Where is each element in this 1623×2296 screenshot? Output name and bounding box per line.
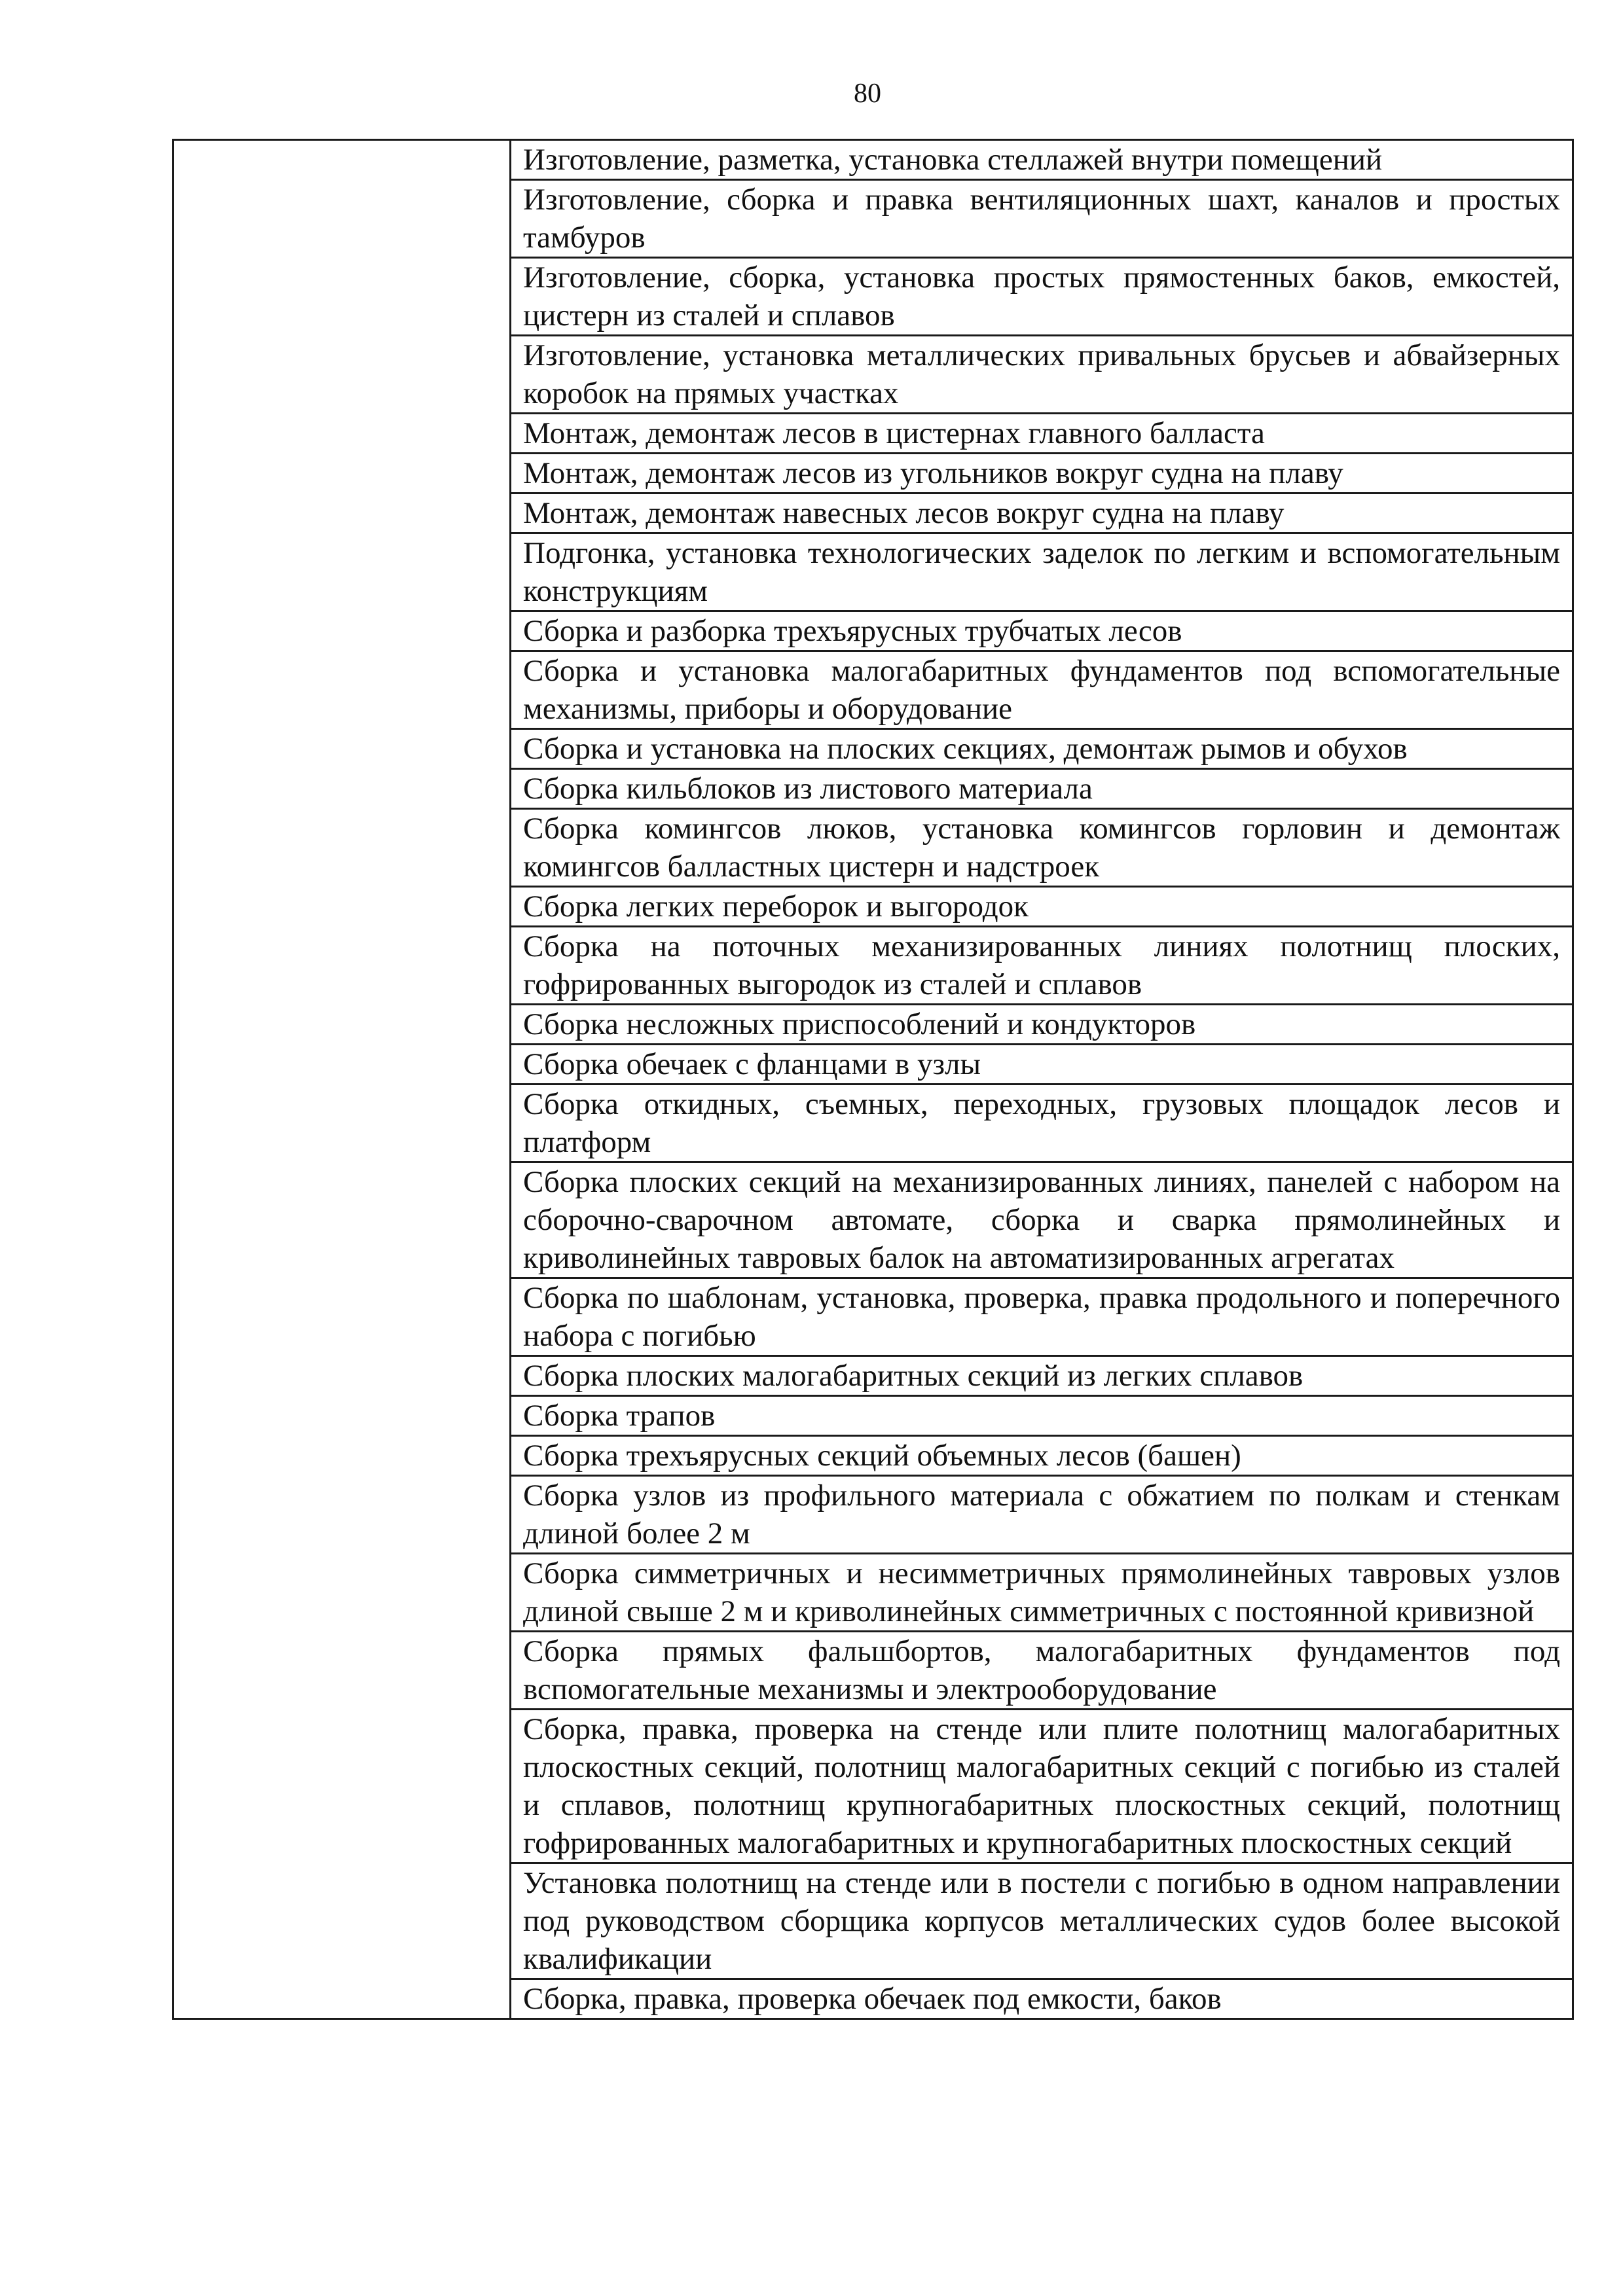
- work-item-cell: Сборка, правка, проверка обечаек под емкости, баков: [511, 1979, 1573, 2019]
- work-item-cell: Сборка симметричных и несимметричных прямолинейных тавровых узлов длиной свыше 2 м и криволинейных симметричных с постоянной кривизной: [511, 1554, 1573, 1632]
- table-body: [173, 140, 1573, 2019]
- work-item-cell: Установка полотнищ на стенде или в постели с погибью в одном направлении под руководством сборщика корпусов металлических судов более высокой квалификации: [511, 1863, 1573, 1979]
- work-item-cell: Сборка трапов: [511, 1396, 1573, 1436]
- work-item-cell: Изготовление, сборка и правка вентиляционных шахт, каналов и простых тамбуров: [511, 180, 1573, 258]
- work-item-cell: Сборка узлов из профильного материала с обжатием по полкам и стенкам длиной более 2 м: [511, 1476, 1573, 1554]
- work-item-cell: Подгонка, установка технологических заделок по легким и вспомогательным конструкциям: [511, 533, 1573, 611]
- work-item-cell: Сборка легких переборок и выгородок: [511, 887, 1573, 927]
- table-row: [173, 140, 1573, 180]
- work-item-cell: Сборка прямых фальшбортов, малогабаритных фундаментов под вспомогательные механизмы и электрооборудование: [511, 1632, 1573, 1710]
- work-item-cell: Изготовление, сборка, установка простых прямостенных баков, емкостей, цистерн из сталей и сплавов: [511, 258, 1573, 336]
- work-item-cell: Изготовление, установка металлических привальных брусьев и абвайзерных коробок на прямых участках: [511, 336, 1573, 414]
- work-item-cell: Сборка и установка на плоских секциях, демонтаж рымов и обухов: [511, 729, 1573, 769]
- work-item-cell: Монтаж, демонтаж навесных лесов вокруг судна на плаву: [511, 493, 1573, 533]
- work-item-cell: Сборка на поточных механизированных линиях полотнищ плоских, гофрированных выгородок из сталей и сплавов: [511, 927, 1573, 1005]
- work-items-table: [172, 139, 1574, 2020]
- work-item-cell: Сборка трехъярусных секций объемных лесов (башен): [511, 1436, 1573, 1476]
- work-item-cell: Монтаж, демонтаж лесов в цистернах главного балласта: [511, 414, 1573, 454]
- page-number: 80: [854, 79, 881, 109]
- work-item-cell: Сборка и установка малогабаритных фундаментов под вспомогательные механизмы, приборы и оборудование: [511, 651, 1573, 729]
- work-item-cell: Сборка комингсов люков, установка комингсов горловин и демонтаж комингсов балластных цистерн и надстроек: [511, 809, 1573, 887]
- work-item-cell: Монтаж, демонтаж лесов из угольников вокруг судна на плаву: [511, 454, 1573, 493]
- work-item-cell: Сборка плоских секций на механизированных линиях, панелей с набором на сборочно-сварочном автомате, сборка и сварка прямолинейных и криволинейных тавровых балок на автоматизированных агрегатах: [511, 1162, 1573, 1278]
- work-item-cell: Изготовление, разметка, установка стеллажей внутри помещений: [511, 140, 1573, 180]
- work-item-cell: Сборка, правка, проверка на стенде или плите полотнищ малогабаритных плоскостных секций, полотнищ малогабаритных секций с погибью из сталей и сплавов, полотнищ крупногабаритных плоскостных секций, полотнищ гофрированных малогабаритных и крупногабаритных плоскостных секций: [511, 1710, 1573, 1863]
- work-item-cell: Сборка по шаблонам, установка, проверка, правка продольного и поперечного набора с погибью: [511, 1278, 1573, 1356]
- empty-category-cell: [173, 140, 511, 2019]
- work-item-cell: Сборка плоских малогабаритных секций из легких сплавов: [511, 1356, 1573, 1396]
- work-item-cell: Сборка кильблоков из листового материала: [511, 769, 1573, 809]
- work-item-cell: Сборка и разборка трехъярусных трубчатых лесов: [511, 611, 1573, 651]
- work-item-cell: Сборка откидных, съемных, переходных, грузовых площадок лесов и платформ: [511, 1085, 1573, 1162]
- work-item-cell: Сборка обечаек с фланцами в узлы: [511, 1045, 1573, 1085]
- work-item-cell: Сборка несложных приспособлений и кондукторов: [511, 1005, 1573, 1045]
